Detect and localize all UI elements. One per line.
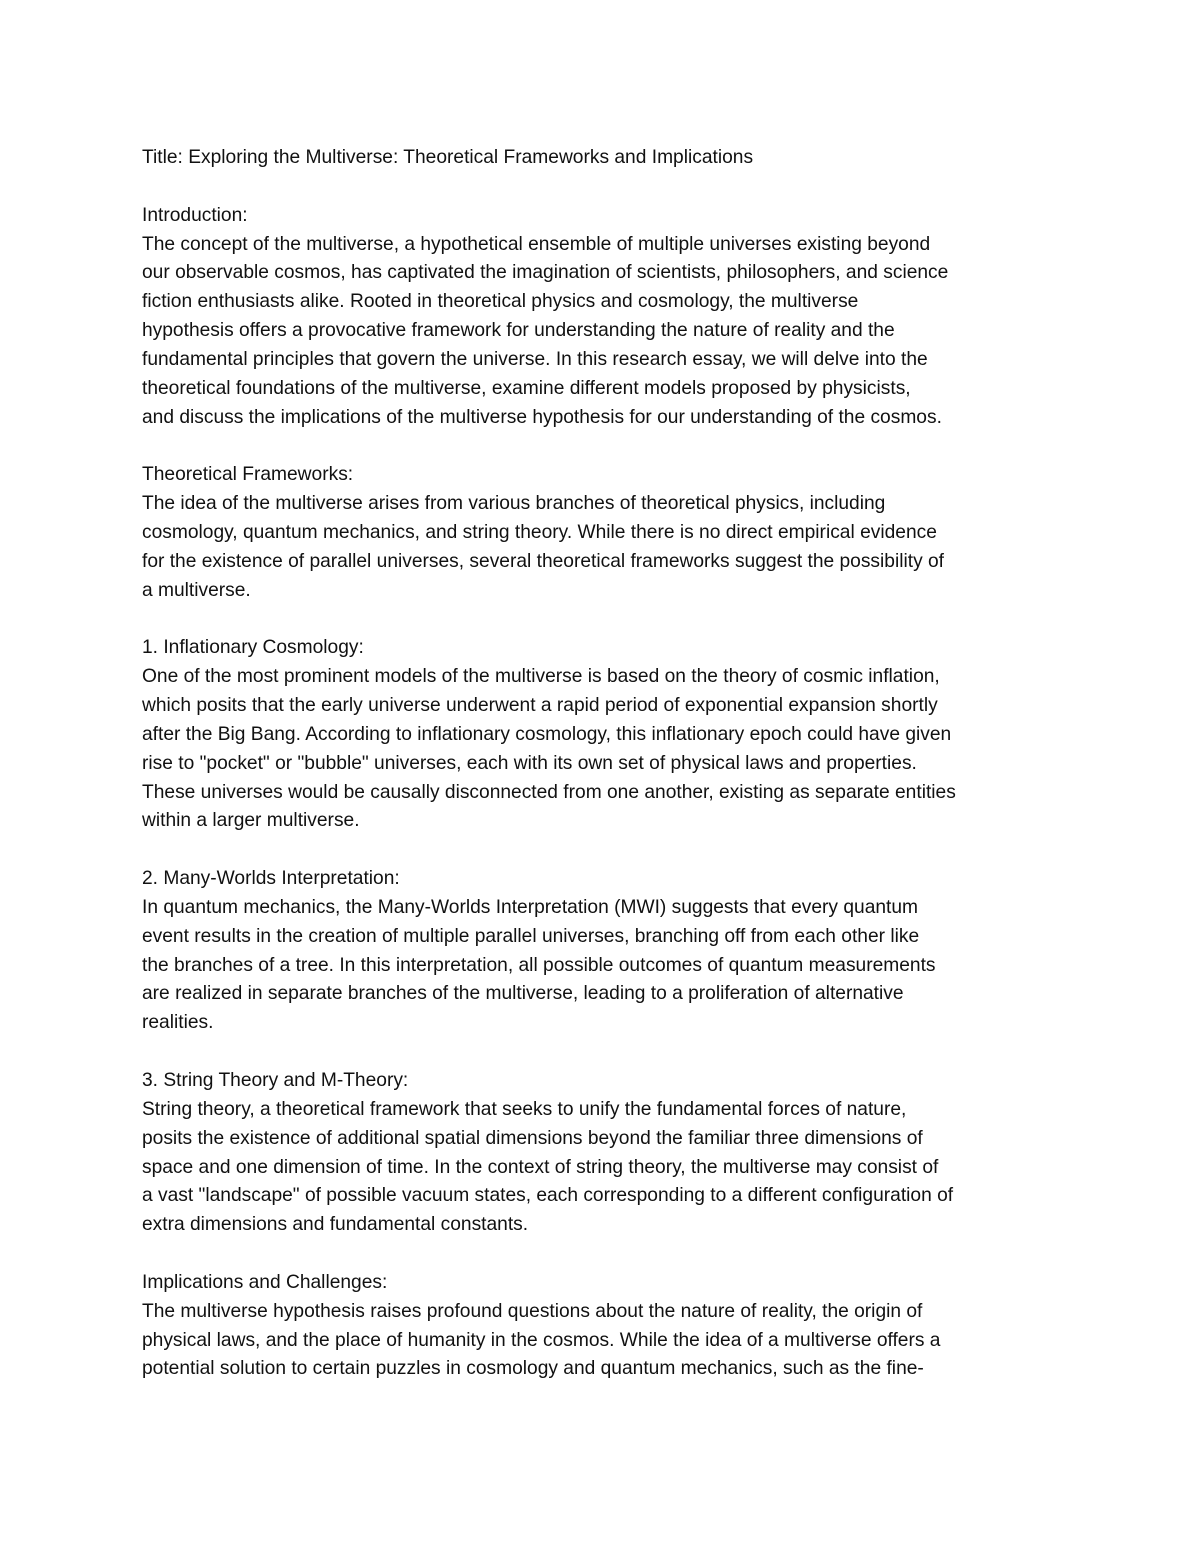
text-line: after the Big Bang. According to inflationary cosmology, this inflationary epoch could have given (142, 723, 952, 745)
text-line: within a larger multiverse. (142, 810, 360, 832)
paragraph-gap (142, 432, 1072, 461)
text-line: space and one dimension of time. In the context of string theory, the multiverse may consist of (142, 1156, 939, 1178)
text-line: These universes would be causally disconnected from one another, existing as separate entities (142, 781, 956, 803)
text-line: theoretical foundations of the multiverse, examine different models proposed by physicists, (142, 377, 911, 399)
text-line: which posits that the early universe underwent a rapid period of exponential expansion shortly (142, 695, 938, 717)
section-heading-inflationary-cosmology: 1. Inflationary Cosmology: (142, 637, 364, 659)
text-line: cosmology, quantum mechanics, and string theory. While there is no direct empirical evidence (142, 521, 937, 543)
text-line: fiction enthusiasts alike. Rooted in theoretical physics and cosmology, the multiverse (142, 291, 859, 313)
text-line: hypothesis offers a provocative framework for understanding the nature of reality and the (142, 320, 895, 342)
text-line: String theory, a theoretical framework that seeks to unify the fundamental forces of nature, (142, 1098, 907, 1120)
paragraph-gap (142, 1038, 1072, 1067)
text-line: a multiverse. (142, 579, 251, 601)
text-line: The concept of the multiverse, a hypothetical ensemble of multiple universes existing beyond (142, 233, 931, 255)
paragraph-gap (142, 173, 1072, 202)
text-line: potential solution to certain puzzles in cosmology and quantum mechanics, such as the fine- (142, 1358, 924, 1380)
document-title: Title: Exploring the Multiverse: Theoretical Frameworks and Implications (142, 147, 754, 168)
text-line: physical laws, and the place of humanity in the cosmos. While the idea of a multiverse offers a (142, 1329, 941, 1351)
text-line: The multiverse hypothesis raises profound questions about the nature of reality, the origin of (142, 1300, 923, 1322)
paragraph-gap (142, 606, 1072, 635)
paragraph-gap (142, 1240, 1072, 1269)
document-body (142, 144, 1072, 1384)
text-line: rise to "pocket" or "bubble" universes, each with its own set of physical laws and properties. (142, 752, 917, 774)
text-line: posits the existence of additional spatial dimensions beyond the familiar three dimensions of (142, 1127, 923, 1149)
text-line: the branches of a tree. In this interpretation, all possible outcomes of quantum measurements (142, 954, 936, 976)
text-line: event results in the creation of multiple parallel universes, branching off from each other like (142, 925, 920, 947)
section-heading-introduction: Introduction: (142, 204, 248, 226)
text-line: our observable cosmos, has captivated the imagination of scientists, philosophers, and science (142, 262, 949, 284)
text-line: The idea of the multiverse arises from various branches of theoretical physics, including (142, 493, 886, 515)
text-line: fundamental principles that govern the universe. In this research essay, we will delve into the (142, 348, 928, 370)
text-line: In quantum mechanics, the Many-Worlds Interpretation (MWI) suggests that every quantum (142, 896, 919, 918)
paragraph-gap (142, 836, 1072, 865)
text-line: realities. (142, 1012, 214, 1034)
text-line: One of the most prominent models of the multiverse is based on the theory of cosmic inflation, (142, 666, 940, 688)
text-line: and discuss the implications of the multiverse hypothesis for our understanding of the cosmos. (142, 406, 942, 428)
text-line: a vast "landscape" of possible vacuum states, each corresponding to a different configuration of (142, 1185, 954, 1207)
section-heading-many-worlds: 2. Many-Worlds Interpretation: (142, 868, 400, 890)
text-line: are realized in separate branches of the multiverse, leading to a proliferation of alternative (142, 983, 904, 1005)
section-heading-theoretical-frameworks: Theoretical Frameworks: (142, 464, 354, 486)
text-line: for the existence of parallel universes, several theoretical frameworks suggest the possibility of (142, 550, 944, 572)
text-line: extra dimensions and fundamental constants. (142, 1214, 529, 1236)
section-heading-implications: Implications and Challenges: (142, 1271, 388, 1293)
section-heading-string-theory: 3. String Theory and M-Theory: (142, 1070, 409, 1091)
